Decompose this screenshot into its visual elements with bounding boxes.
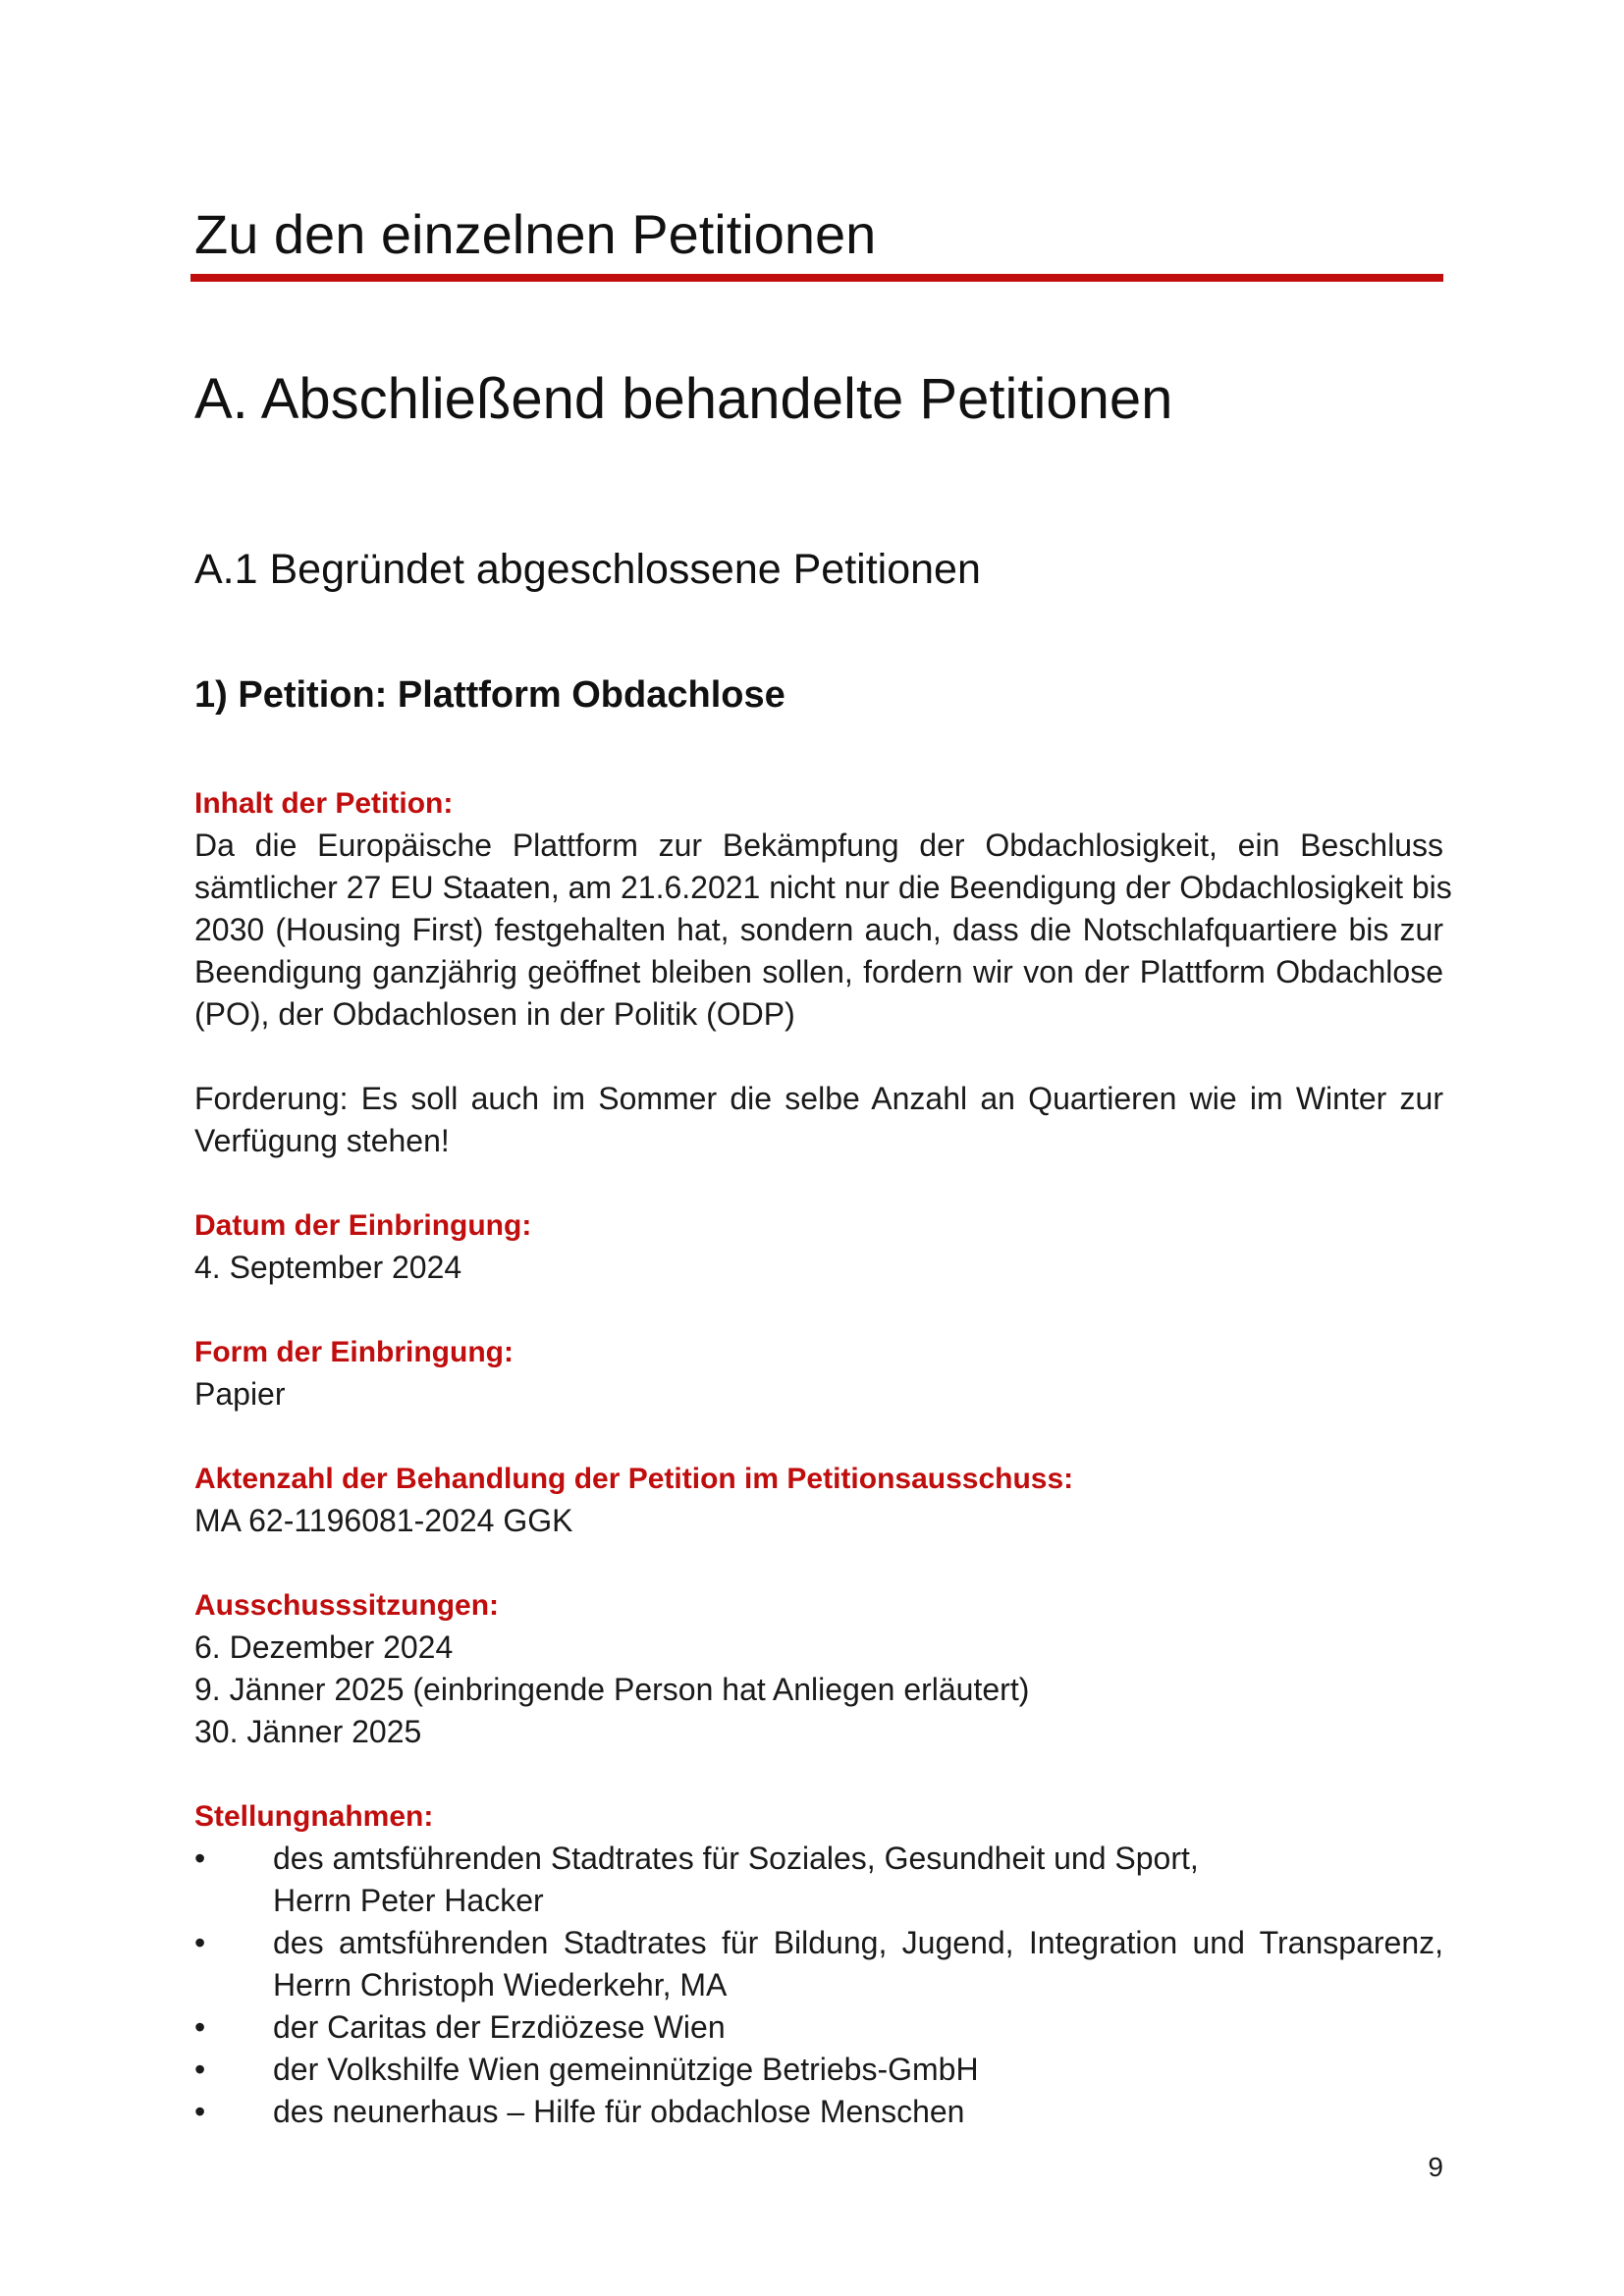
demand-line: Verfügung stehen! (194, 1123, 450, 1158)
content-label: Inhalt der Petition: (194, 787, 454, 820)
content-line: (PO), der Obdachlosen in der Politik (ODP) (194, 996, 795, 1032)
section-heading: Zu den einzelnen Petitionen (194, 203, 877, 265)
bullet-icon: • (194, 2094, 206, 2129)
bullet-icon: • (194, 1841, 206, 1876)
statement-item: des neunerhaus – Hilfe für obdachlose Menschen (273, 2094, 965, 2129)
statement-item: der Volkshilfe Wien gemeinnützige Betriebs-GmbH (273, 2052, 979, 2087)
session-item: 9. Jänner 2025 (einbringende Person hat Anliegen erläutert) (194, 1672, 1030, 1707)
statement-item: der Caritas der Erzdiözese Wien (273, 2009, 726, 2045)
statement-item: des amtsführenden Stadtrates für Soziales, Gesundheit und Sport, (273, 1841, 1199, 1876)
file-number-label: Aktenzahl der Behandlung der Petition im Petitionsausschuss: (194, 1463, 1074, 1495)
date-value: 4. September 2024 (194, 1250, 462, 1285)
statement-item-cont: Herrn Peter Hacker (273, 1883, 544, 1918)
subpart-heading: A.1 Begründet abgeschlossene Petitionen (194, 546, 981, 593)
page-number: 9 (1428, 2152, 1443, 2182)
bullet-icon: • (194, 2009, 206, 2045)
content-line: Da die Europäische Plattform zur Bekämpfung der Obdachlosigkeit, ein Beschluss (194, 828, 1443, 863)
statements-label: Stellungnahmen: (194, 1800, 434, 1833)
sessions-label: Ausschusssitzungen: (194, 1589, 500, 1622)
form-value: Papier (194, 1376, 286, 1412)
session-item: 30. Jänner 2025 (194, 1714, 422, 1749)
content-line: sämtlicher 27 EU Staaten, am 21.6.2021 nicht nur die Beendigung der Obdachlosigkeit bis (194, 870, 1452, 905)
content-line: Beendigung ganzjährig geöffnet bleiben sollen, fordern wir von der Plattform Obdachlose (194, 954, 1443, 989)
session-item: 6. Dezember 2024 (194, 1629, 454, 1665)
heading-rule (190, 274, 1443, 282)
statement-item-cont: Herrn Christoph Wiederkehr, MA (273, 1967, 728, 2002)
date-label: Datum der Einbringung: (194, 1209, 532, 1242)
file-number-value: MA 62-1196081-2024 GGK (194, 1503, 573, 1538)
content-line: 2030 (Housing First) festgehalten hat, sondern auch, dass die Notschlafquartiere bis zur (194, 912, 1443, 947)
demand-line: Forderung: Es soll auch im Sommer die selbe Anzahl an Quartieren wie im Winter zur (194, 1081, 1443, 1116)
form-label: Form der Einbringung: (194, 1336, 514, 1368)
bullet-icon: • (194, 1925, 206, 1960)
bullet-icon: • (194, 2052, 206, 2087)
statement-item: des amtsführenden Stadtrates für Bildung, Jugend, Integration und Transparenz, (273, 1925, 1443, 1960)
part-heading: A. Abschließend behandelte Petitionen (194, 367, 1173, 431)
petition-title: 1) Petition: Plattform Obdachlose (194, 674, 785, 716)
